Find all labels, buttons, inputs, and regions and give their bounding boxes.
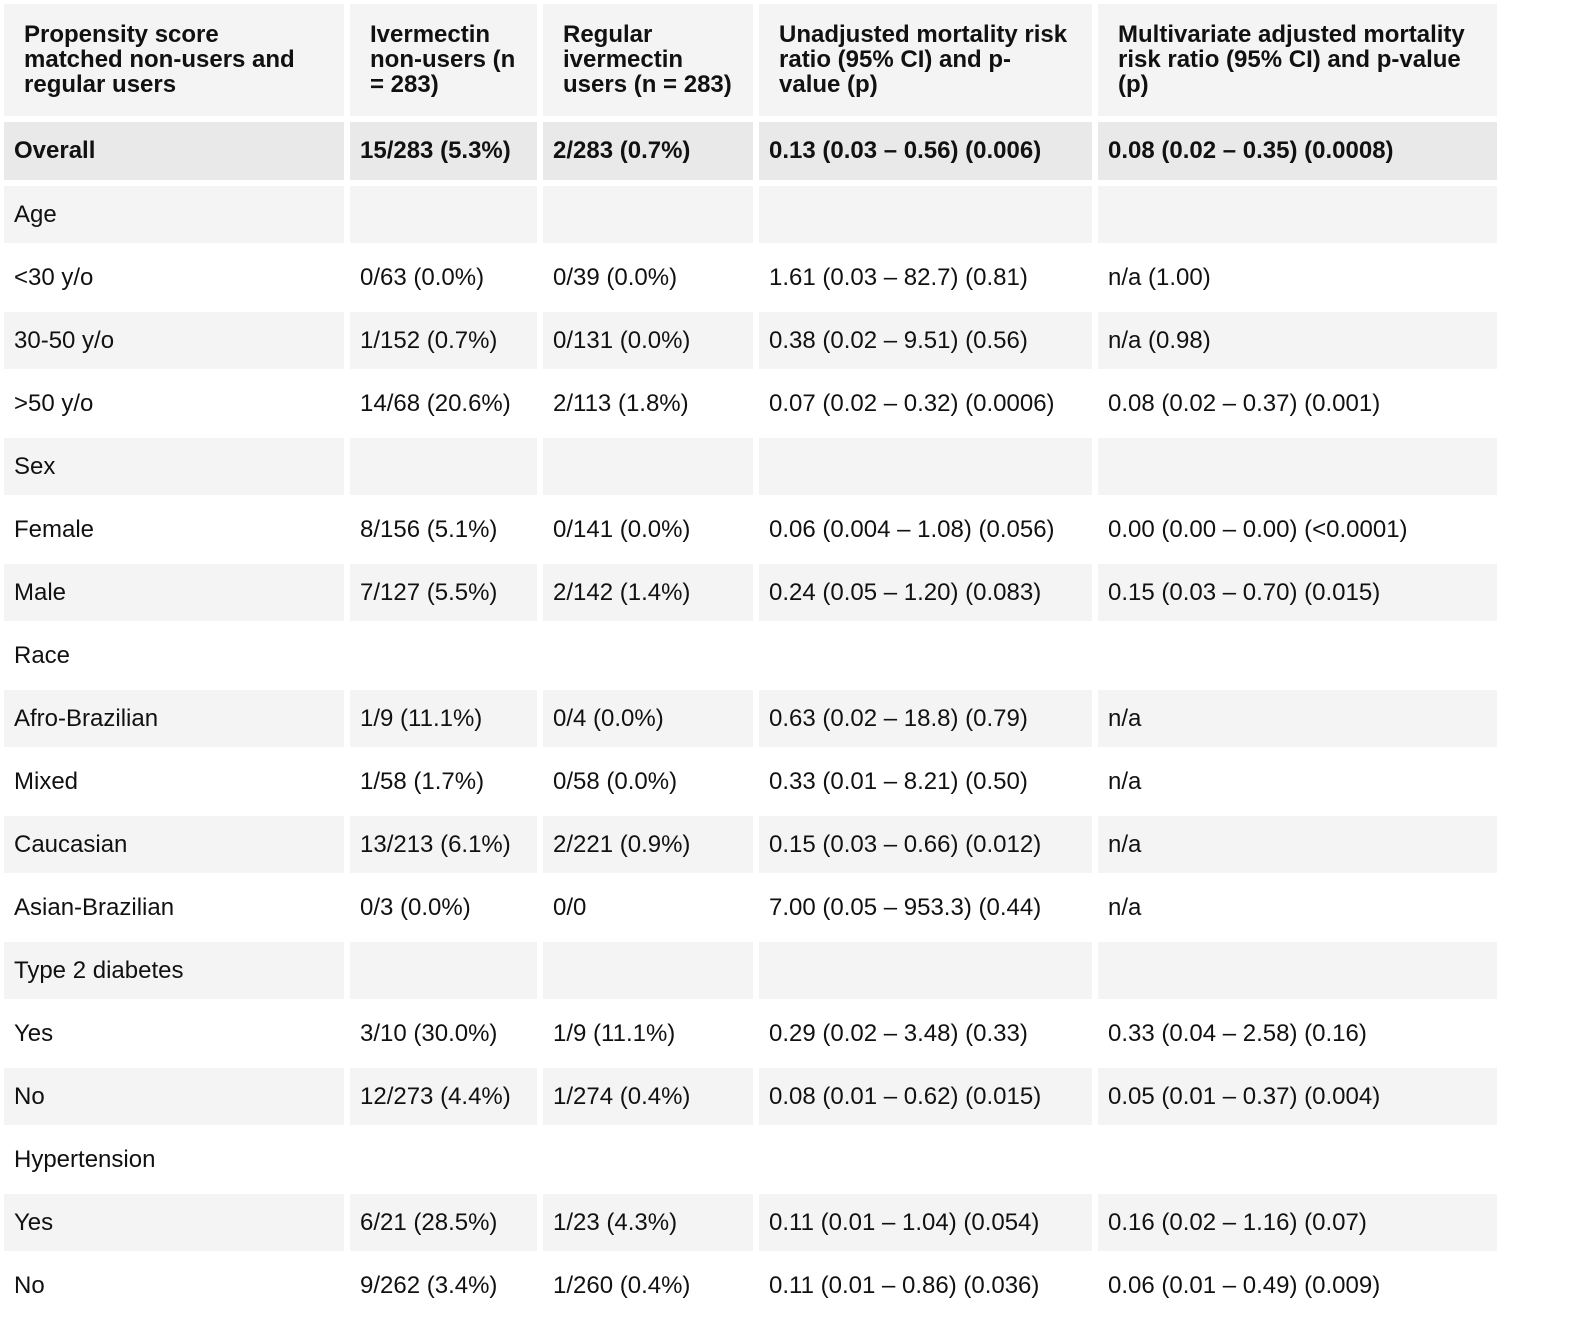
row-label: Yes bbox=[4, 1194, 344, 1251]
unadjusted-ratio-value: 0.29 (0.02 – 3.48) (0.33) bbox=[759, 1005, 1092, 1062]
non-users-value: 15/283 (5.3%) bbox=[350, 122, 537, 180]
adjusted-ratio-value: n/a (1.00) bbox=[1098, 249, 1497, 306]
unadjusted-ratio-value: 0.06 (0.004 – 1.08) (0.056) bbox=[759, 501, 1092, 558]
adjusted-ratio-value bbox=[1098, 942, 1497, 999]
regular-users-value bbox=[543, 627, 753, 684]
header-group: Propensity score matched non-users and regular users bbox=[4, 4, 344, 116]
adjusted-ratio-value: n/a bbox=[1098, 816, 1497, 873]
table-row bbox=[4, 627, 1497, 684]
regular-users-value: 2/142 (1.4%) bbox=[543, 564, 753, 621]
adjusted-ratio-value: 0.08 (0.02 – 0.35) (0.0008) bbox=[1098, 122, 1497, 180]
regular-users-value: 2/283 (0.7%) bbox=[543, 122, 753, 180]
row-label: Type 2 diabetes bbox=[4, 942, 344, 999]
row-label: Asian-Brazilian bbox=[4, 879, 344, 936]
unadjusted-ratio-value bbox=[759, 627, 1092, 684]
adjusted-ratio-value: 0.00 (0.00 – 0.00) (<0.0001) bbox=[1098, 501, 1497, 558]
table-header-row bbox=[4, 4, 1497, 116]
non-users-value: 1/58 (1.7%) bbox=[350, 753, 537, 810]
regular-users-value: 0/58 (0.0%) bbox=[543, 753, 753, 810]
non-users-value: 7/127 (5.5%) bbox=[350, 564, 537, 621]
unadjusted-ratio-value bbox=[759, 186, 1092, 243]
row-label: 30-50 y/o bbox=[4, 312, 344, 369]
non-users-value: 0/63 (0.0%) bbox=[350, 249, 537, 306]
regular-users-value: 2/221 (0.9%) bbox=[543, 816, 753, 873]
unadjusted-ratio-value: 0.13 (0.03 – 0.56) (0.006) bbox=[759, 122, 1092, 180]
table-row bbox=[4, 249, 1497, 306]
non-users-value bbox=[350, 1131, 537, 1188]
adjusted-ratio-value: n/a bbox=[1098, 753, 1497, 810]
table-row bbox=[4, 122, 1497, 180]
regular-users-value: 0/141 (0.0%) bbox=[543, 501, 753, 558]
row-label: Mixed bbox=[4, 753, 344, 810]
table-row bbox=[4, 564, 1497, 621]
regular-users-value bbox=[543, 1131, 753, 1188]
row-label: No bbox=[4, 1068, 344, 1125]
regular-users-value: 0/131 (0.0%) bbox=[543, 312, 753, 369]
non-users-value: 3/10 (30.0%) bbox=[350, 1005, 537, 1062]
table-row bbox=[4, 1194, 1497, 1251]
table-row bbox=[4, 942, 1497, 999]
row-label: Male bbox=[4, 564, 344, 621]
regular-users-value: 1/274 (0.4%) bbox=[543, 1068, 753, 1125]
adjusted-ratio-value: 0.16 (0.02 – 1.16) (0.07) bbox=[1098, 1194, 1497, 1251]
adjusted-ratio-value: 0.33 (0.04 – 2.58) (0.16) bbox=[1098, 1005, 1497, 1062]
table-row bbox=[4, 879, 1497, 936]
regular-users-value: 1/9 (11.1%) bbox=[543, 1005, 753, 1062]
table-row bbox=[4, 816, 1497, 873]
table-row bbox=[4, 438, 1497, 495]
regular-users-value bbox=[543, 438, 753, 495]
header-adjusted-ratio: Multivariate adjusted mortality risk ratio (95% CI) and p-value (p) bbox=[1098, 4, 1497, 116]
unadjusted-ratio-value: 0.15 (0.03 – 0.66) (0.012) bbox=[759, 816, 1092, 873]
row-label: Sex bbox=[4, 438, 344, 495]
adjusted-ratio-value: 0.08 (0.02 – 0.37) (0.001) bbox=[1098, 375, 1497, 432]
unadjusted-ratio-value: 1.61 (0.03 – 82.7) (0.81) bbox=[759, 249, 1092, 306]
unadjusted-ratio-value: 0.07 (0.02 – 0.32) (0.0006) bbox=[759, 375, 1092, 432]
header-non-users: Ivermectin non-users (n = 283) bbox=[350, 4, 537, 116]
row-label: Age bbox=[4, 186, 344, 243]
row-label: >50 y/o bbox=[4, 375, 344, 432]
adjusted-ratio-value: 0.15 (0.03 – 0.70) (0.015) bbox=[1098, 564, 1497, 621]
table-row bbox=[4, 1068, 1497, 1125]
adjusted-ratio-value: 0.05 (0.01 – 0.37) (0.004) bbox=[1098, 1068, 1497, 1125]
adjusted-ratio-value: n/a bbox=[1098, 879, 1497, 936]
non-users-value: 14/68 (20.6%) bbox=[350, 375, 537, 432]
non-users-value bbox=[350, 438, 537, 495]
row-label: <30 y/o bbox=[4, 249, 344, 306]
table-row bbox=[4, 753, 1497, 810]
non-users-value bbox=[350, 942, 537, 999]
row-label: Female bbox=[4, 501, 344, 558]
regular-users-value bbox=[543, 942, 753, 999]
regular-users-value: 1/23 (4.3%) bbox=[543, 1194, 753, 1251]
non-users-value: 9/262 (3.4%) bbox=[350, 1257, 537, 1314]
header-regular-users: Regular ivermectin users (n = 283) bbox=[543, 4, 753, 116]
non-users-value: 6/21 (28.5%) bbox=[350, 1194, 537, 1251]
regular-users-value: 1/260 (0.4%) bbox=[543, 1257, 753, 1314]
row-label: Caucasian bbox=[4, 816, 344, 873]
unadjusted-ratio-value bbox=[759, 942, 1092, 999]
table-row bbox=[4, 312, 1497, 369]
row-label: Yes bbox=[4, 1005, 344, 1062]
adjusted-ratio-value bbox=[1098, 1131, 1497, 1188]
unadjusted-ratio-value: 0.11 (0.01 – 0.86) (0.036) bbox=[759, 1257, 1092, 1314]
unadjusted-ratio-value: 7.00 (0.05 – 953.3) (0.44) bbox=[759, 879, 1092, 936]
non-users-value: 13/213 (6.1%) bbox=[350, 816, 537, 873]
adjusted-ratio-value bbox=[1098, 186, 1497, 243]
adjusted-ratio-value: n/a bbox=[1098, 690, 1497, 747]
row-label: Afro-Brazilian bbox=[4, 690, 344, 747]
unadjusted-ratio-value: 0.08 (0.01 – 0.62) (0.015) bbox=[759, 1068, 1092, 1125]
regular-users-value: 0/0 bbox=[543, 879, 753, 936]
unadjusted-ratio-value bbox=[759, 1131, 1092, 1188]
unadjusted-ratio-value: 0.38 (0.02 – 9.51) (0.56) bbox=[759, 312, 1092, 369]
table-row bbox=[4, 375, 1497, 432]
regular-users-value: 0/39 (0.0%) bbox=[543, 249, 753, 306]
non-users-value: 1/152 (0.7%) bbox=[350, 312, 537, 369]
unadjusted-ratio-value: 0.24 (0.05 – 1.20) (0.083) bbox=[759, 564, 1092, 621]
non-users-value: 8/156 (5.1%) bbox=[350, 501, 537, 558]
unadjusted-ratio-value: 0.11 (0.01 – 1.04) (0.054) bbox=[759, 1194, 1092, 1251]
table-row bbox=[4, 1257, 1497, 1314]
row-label: Overall bbox=[4, 122, 344, 180]
table-row bbox=[4, 1005, 1497, 1062]
unadjusted-ratio-value bbox=[759, 438, 1092, 495]
non-users-value bbox=[350, 186, 537, 243]
regular-users-value: 0/4 (0.0%) bbox=[543, 690, 753, 747]
row-label: Race bbox=[4, 627, 344, 684]
regular-users-value bbox=[543, 186, 753, 243]
table-row bbox=[4, 501, 1497, 558]
adjusted-ratio-value bbox=[1098, 438, 1497, 495]
table-row bbox=[4, 1131, 1497, 1188]
non-users-value bbox=[350, 627, 537, 684]
table-body bbox=[4, 122, 1497, 1314]
non-users-value: 1/9 (11.1%) bbox=[350, 690, 537, 747]
row-label: Hypertension bbox=[4, 1131, 344, 1188]
unadjusted-ratio-value: 0.63 (0.02 – 18.8) (0.79) bbox=[759, 690, 1092, 747]
regular-users-value: 2/113 (1.8%) bbox=[543, 375, 753, 432]
table-row bbox=[4, 690, 1497, 747]
non-users-value: 0/3 (0.0%) bbox=[350, 879, 537, 936]
table-row bbox=[4, 186, 1497, 243]
header-unadjusted-ratio: Unadjusted mortality risk ratio (95% CI) and p-value (p) bbox=[759, 4, 1092, 116]
non-users-value: 12/273 (4.4%) bbox=[350, 1068, 537, 1125]
unadjusted-ratio-value: 0.33 (0.01 – 8.21) (0.50) bbox=[759, 753, 1092, 810]
adjusted-ratio-value bbox=[1098, 627, 1497, 684]
adjusted-ratio-value: n/a (0.98) bbox=[1098, 312, 1497, 369]
adjusted-ratio-value: 0.06 (0.01 – 0.49) (0.009) bbox=[1098, 1257, 1497, 1314]
row-label: No bbox=[4, 1257, 344, 1314]
